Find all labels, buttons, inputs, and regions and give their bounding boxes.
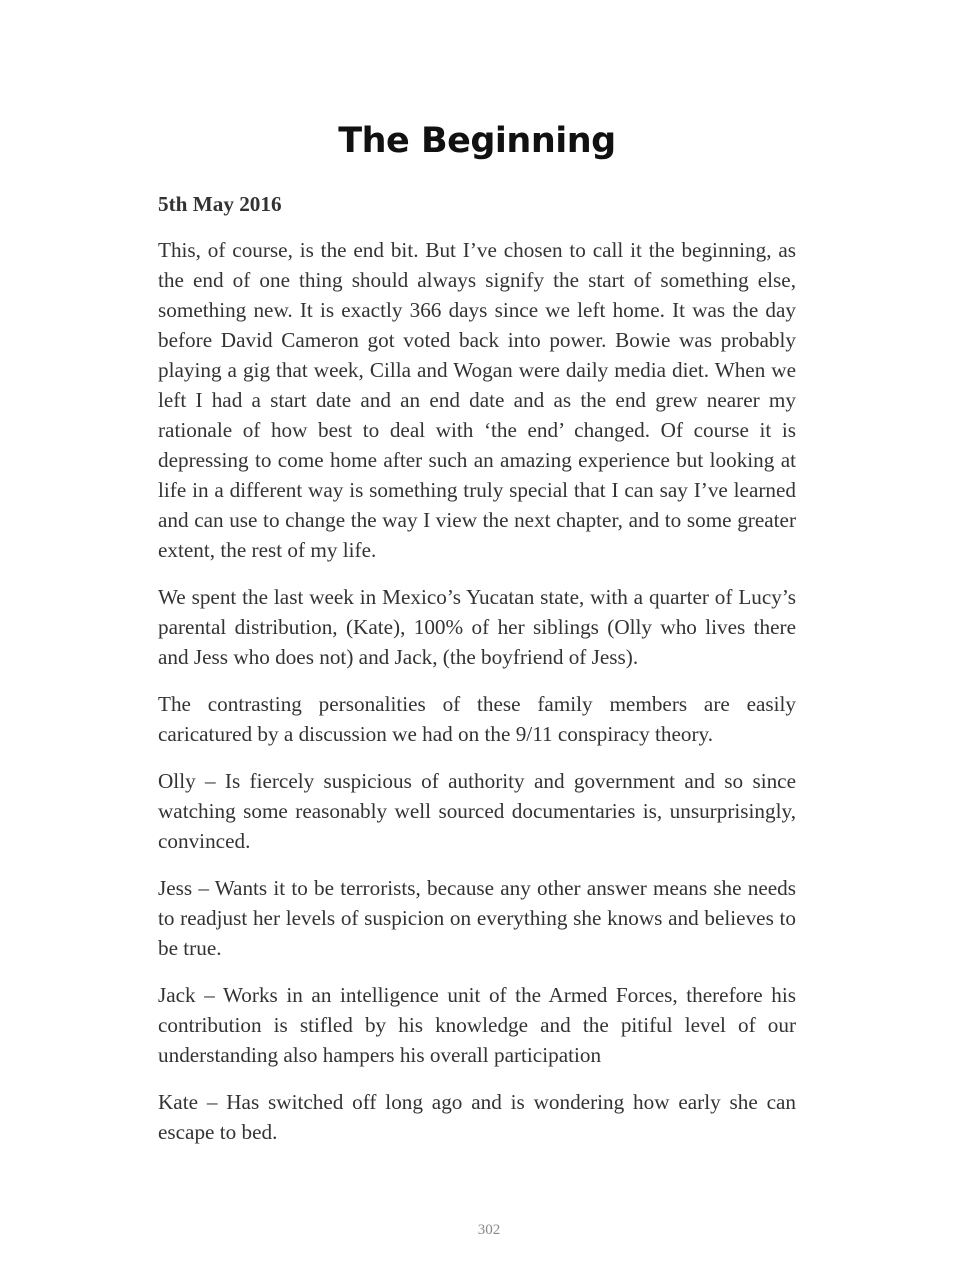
paragraph-jack: Jack – Works in an intelligence unit of the Armed Forces, therefore his contribution is stifled by his knowledge and the pitiful level of our understanding also hampers his overall participation <box>158 983 796 1067</box>
entry-date: 5th May 2016 <box>158 192 282 216</box>
paragraph-3: The contrasting personalities of these family members are easily caricatured by a discussion we had on the 9/11 conspiracy theory. <box>158 692 796 746</box>
page-number: 302 <box>477 1222 501 1238</box>
paragraph-olly: Olly – Is fiercely suspicious of authority and government and so since watching some reasonably well sourced documentaries is, unsurprisingly, convinced. <box>158 769 796 853</box>
chapter-body <box>158 189 796 1164</box>
paragraph-kate: Kate – Has switched off long ago and is wondering how early she can escape to bed. <box>158 1090 796 1144</box>
paragraph-jess: Jess – Wants it to be terrorists, because any other answer means she needs to readjust her levels of suspicion on everything she knows and believes to be true. <box>158 876 796 960</box>
paragraph-2: We spent the last week in Mexico’s Yucatan state, with a quarter of Lucy’s parental distribution, (Kate), 100% of her siblings (Olly who lives there and Jess who does not) and Jack, (the boyfriend of Jess). <box>158 585 796 669</box>
chapter-title: The Beginning <box>338 121 616 161</box>
paragraph-1: This, of course, is the end bit. But I’ve chosen to call it the beginning, as the end of one thing should always signify the start of something else, something new. It is exactly 366 days since we left home. It was the day before David Cameron got voted back into power. Bowie was probably playing a gig that week, Cilla and Wogan were daily media diet. When we left I had a start date and an end date and as the end grew nearer my rationale of how best to deal with ‘the end’ changed. Of course it is depressing to come home after such an amazing experience but looking at life in a different way is something truly special that I can say I’ve learned and can use to change the way I view the next chapter, and to some greater extent, the rest of my life. <box>158 238 796 562</box>
